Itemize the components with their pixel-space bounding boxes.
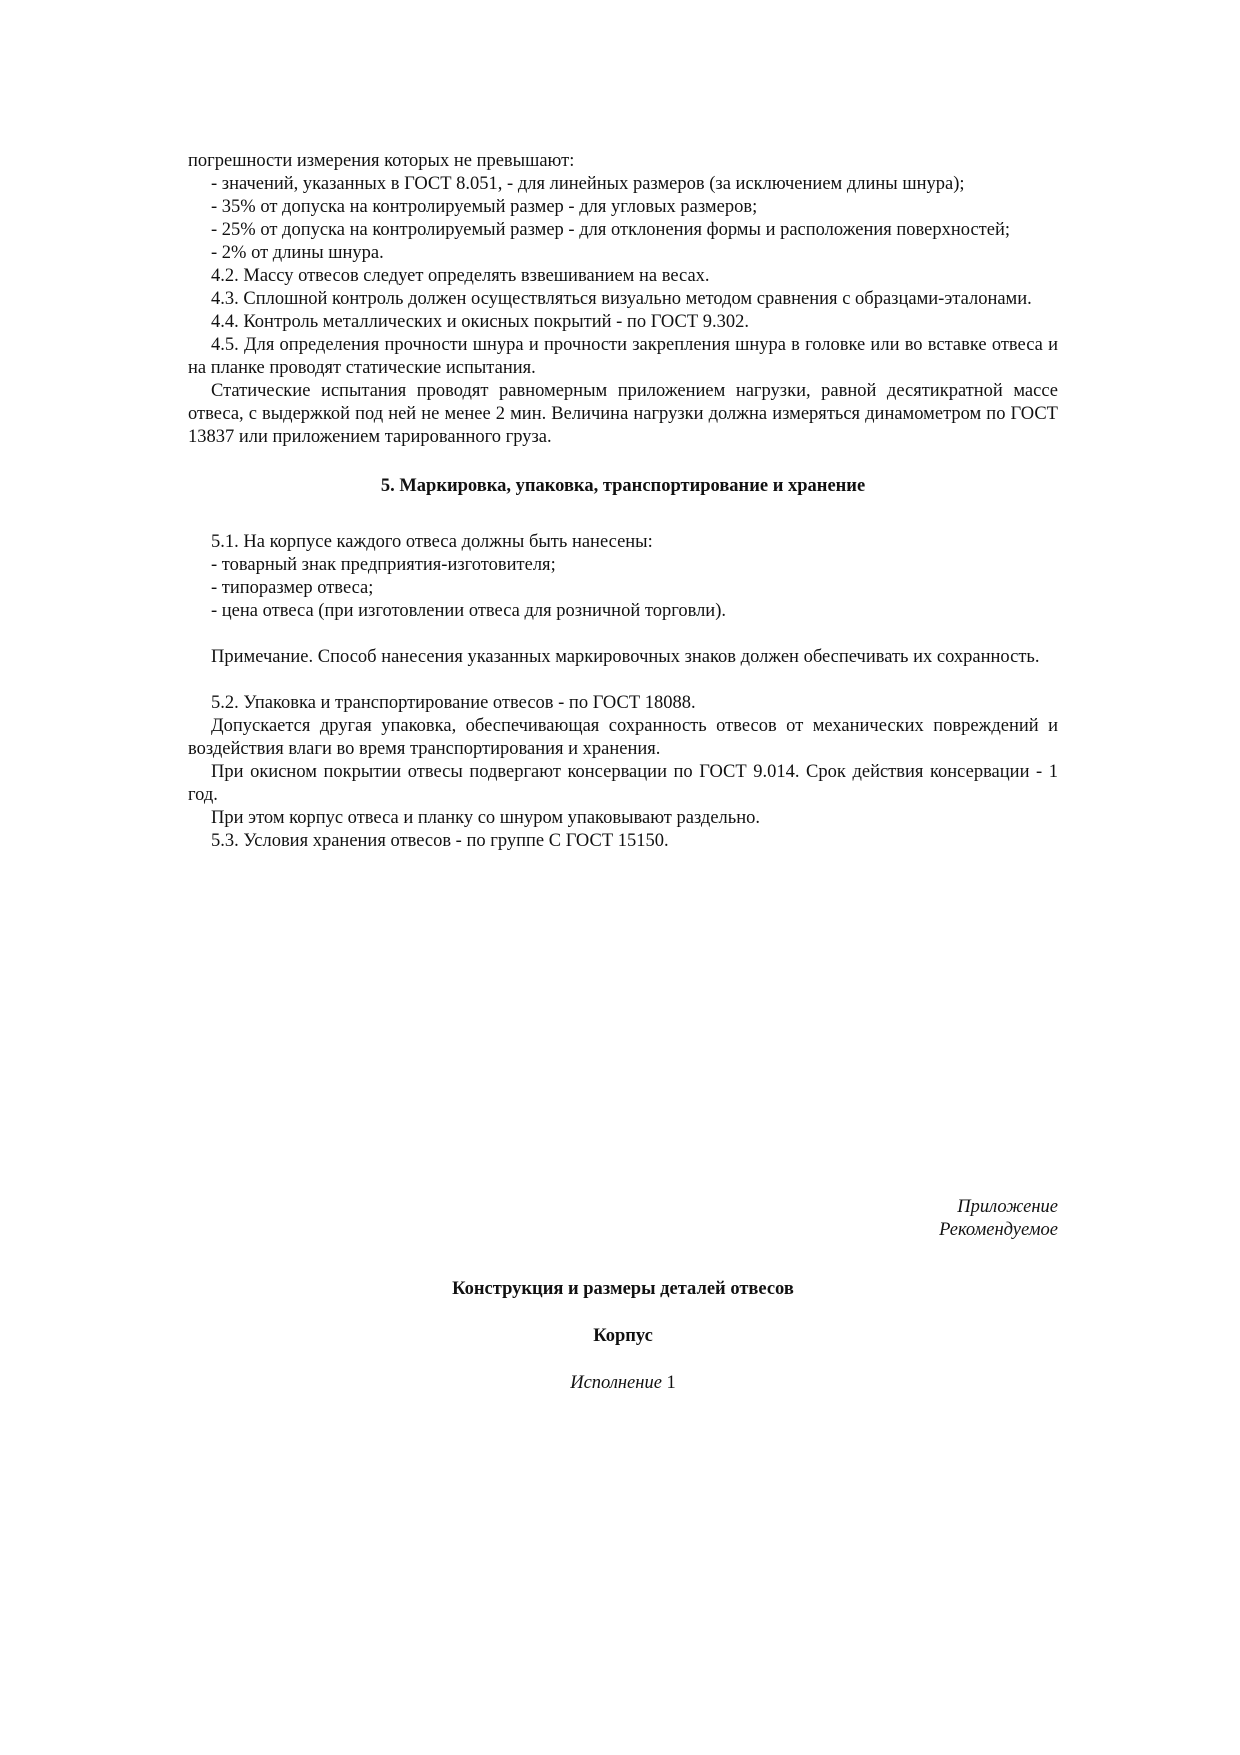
variant-number: 1 [666,1373,676,1393]
paragraph-4-2: 4.2. Массу отвесов следует определять взвешиванием на весах. [211,266,710,286]
paragraph-4-3: 4.3. Сплошной контроль должен осуществляться визуально методом сравнения с образцами-эталонами. [211,289,1032,309]
paragraph-5-1: 5.1. На корпусе каждого отвеса должны быть нанесены: [211,532,653,552]
paragraph-5-3: 5.3. Условия хранения отвесов - по группе С ГОСТ 15150. [211,831,669,851]
list-item-form: - 25% от допуска на контролируемый размер - для отклонения формы и расположения поверхностей; [211,220,1011,240]
appendix-label: Приложение [957,1197,1058,1217]
paragraph-5-2-separate: При этом корпус отвеса и планку со шнуром упаковывают раздельно. [211,808,760,828]
variant-word: Исполнение [570,1373,662,1393]
list-item-cord: - 2% от длины шнура. [211,243,384,263]
section-5-heading: 5. Маркировка, упаковка, транспортирование и хранение [380,476,866,496]
marking-item-price: - цена отвеса (при изготовлении отвеса для розничной торговли). [211,601,726,621]
note-paragraph: Примечание. Способ нанесения указанных маркировочных знаков должен обеспечивать их сохранность. [211,647,1040,667]
appendix-subtitle: Корпус [593,1326,653,1346]
paragraph-4-5: 4.5. Для определения прочности шнура и прочности закрепления шнура в головке или во вставке отвеса и на планке проводят статические испытания. [188,335,1058,378]
list-item-linear: - значений, указанных в ГОСТ 8.051, - для линейных размеров (за исключением длины шнура); [211,174,965,194]
variant-caption [188,1372,1058,1395]
marking-item-size: - типоразмер отвеса; [211,578,374,598]
appendix-title: Конструкция и размеры деталей отвесов [452,1279,794,1299]
appendix-status: Рекомендуемое [939,1220,1058,1240]
paragraph-5-2-packaging: Допускается другая упаковка, обеспечивающая сохранность отвесов от механических повреждений и воздействия влаги во время транспортирования и хранения. [188,716,1058,759]
paragraph-4-4: 4.4. Контроль металлических и окисных покрытий - по ГОСТ 9.302. [211,312,750,332]
paragraph-intro: погрешности измерения которых не превышают: [188,151,575,171]
marking-item-trademark: - товарный знак предприятия-изготовителя; [211,555,556,575]
list-item-angular: - 35% от допуска на контролируемый размер - для угловых размеров; [211,197,758,217]
document-page [188,150,1058,1395]
paragraph-5-2-conservation: При окисном покрытии отвесы подвергают консервации по ГОСТ 9.014. Срок действия консервации - 1 год. [188,762,1058,805]
paragraph-5-2: 5.2. Упаковка и транспортирование отвесов - по ГОСТ 18088. [211,693,696,713]
paragraph-4-5-static-tests: Статические испытания проводят равномерным приложением нагрузки, равной десятикратной массе отвеса, с выдержкой под ней не менее 2 мин. Величина нагрузки должна измеряться динамометром по ГОСТ 13837 или приложением тарированного груза. [188,381,1058,447]
